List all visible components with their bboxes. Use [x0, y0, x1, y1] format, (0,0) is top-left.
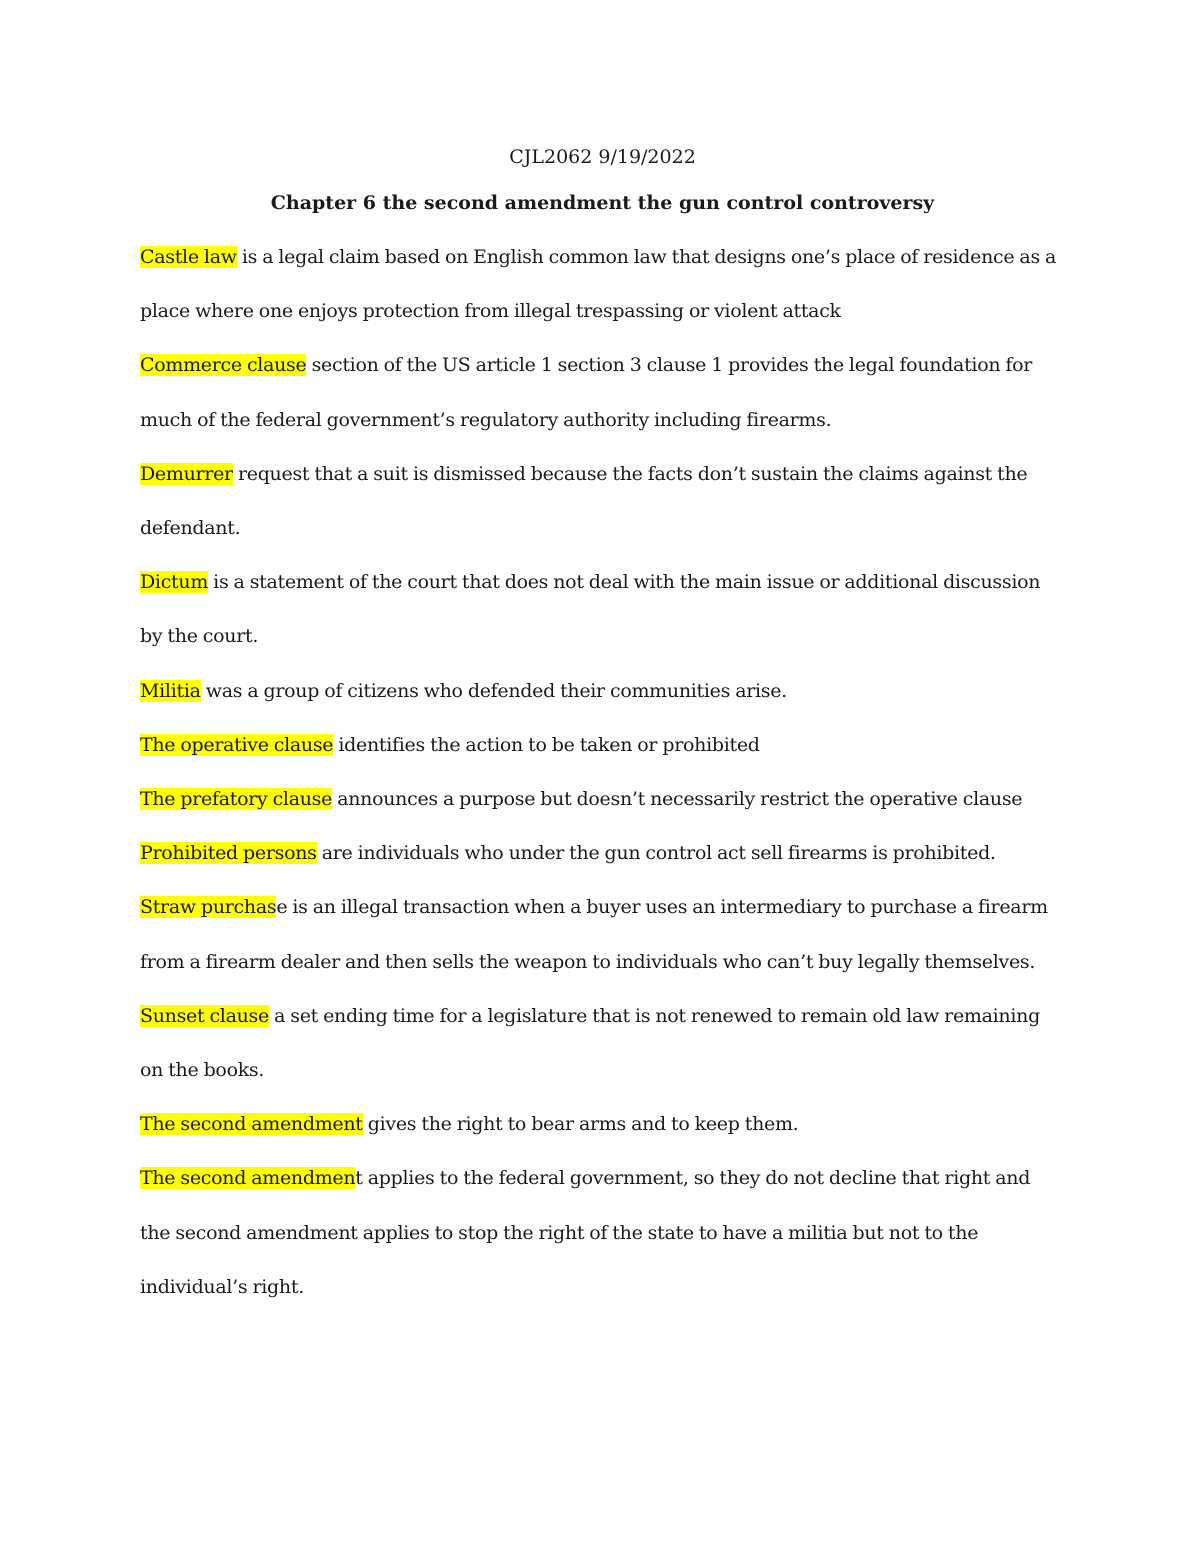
highlighted-term: Sunset clause: [140, 1004, 269, 1027]
term-definition: was a group of citizens who defended their communities arise.: [200, 679, 787, 702]
highlighted-term: The operative clause: [140, 733, 334, 756]
highlighted-term: Commerce clause: [140, 354, 307, 377]
highlighted-term: Militia: [140, 679, 201, 702]
term-entry: [140, 826, 1065, 880]
term-entry: [140, 880, 1065, 988]
term-entry: [140, 772, 1065, 826]
term-entry: [140, 664, 1065, 718]
highlighted-term: Castle law: [140, 246, 237, 268]
term-entry: [140, 989, 1065, 1097]
term-definition: identifies the action to be taken or prohibited: [333, 733, 760, 756]
term-definition: gives the right to bear arms and to keep them.: [362, 1113, 799, 1136]
term-entry: [140, 1151, 1065, 1314]
course-date-header: CJL2062 9/19/2022: [509, 146, 696, 168]
highlighted-term: Demurrer: [140, 462, 233, 485]
term-definition: section of the US article 1 section 3 clause 1 provides the legal foundation for much of the federal government’s regulatory authority including firearms.: [140, 354, 1033, 431]
chapter-title: Chapter 6 the second amendment the gun control controversy: [270, 192, 935, 214]
term-definition: is a statement of the court that does not deal with the main issue or additional discussion by the court.: [140, 571, 1041, 648]
term-definition: request that a suit is dismissed because the facts don’t sustain the claims against the defendant.: [140, 462, 1028, 540]
term-entry: [140, 555, 1065, 663]
term-definition: announces a purpose but doesn’t necessarily restrict the operative clause: [332, 788, 1023, 811]
term-definition: is a legal claim based on English common law that designs one’s place of residence as a place where one enjoys protection from illegal trespassing or violent attack: [140, 246, 1057, 323]
highlighted-term: The second amendment: [140, 1113, 363, 1136]
term-entry: [140, 718, 1065, 772]
term-definition: e is an illegal transaction when a buyer uses an intermediary to purchase a firearm from a firearm dealer and then sells the weapon to individuals who can’t buy legally themselves.: [140, 896, 1048, 973]
highlighted-term: The prefatory clause: [140, 788, 333, 811]
term-definition: are individuals who under the gun control act sell firearms is prohibited.: [316, 842, 996, 865]
highlighted-term: Straw purchas: [140, 896, 277, 919]
highlighted-term: Dictum: [140, 571, 209, 594]
highlighted-term: The second amendmen: [140, 1167, 356, 1190]
term-definition: a set ending time for a legislature that is not renewed to remain old law remaining on the books.: [140, 1004, 1040, 1082]
document-page: [140, 138, 1065, 1314]
term-entry: [140, 338, 1065, 446]
term-entry: [140, 1097, 1065, 1151]
term-entry: [140, 230, 1065, 338]
highlighted-term: Prohibited persons: [140, 842, 317, 865]
term-definition: t applies to the federal government, so they do not decline that right and the second amendment applies to stop the right of the state to have a militia but not to the individual’s right.: [140, 1167, 1031, 1298]
term-entry: [140, 447, 1065, 555]
